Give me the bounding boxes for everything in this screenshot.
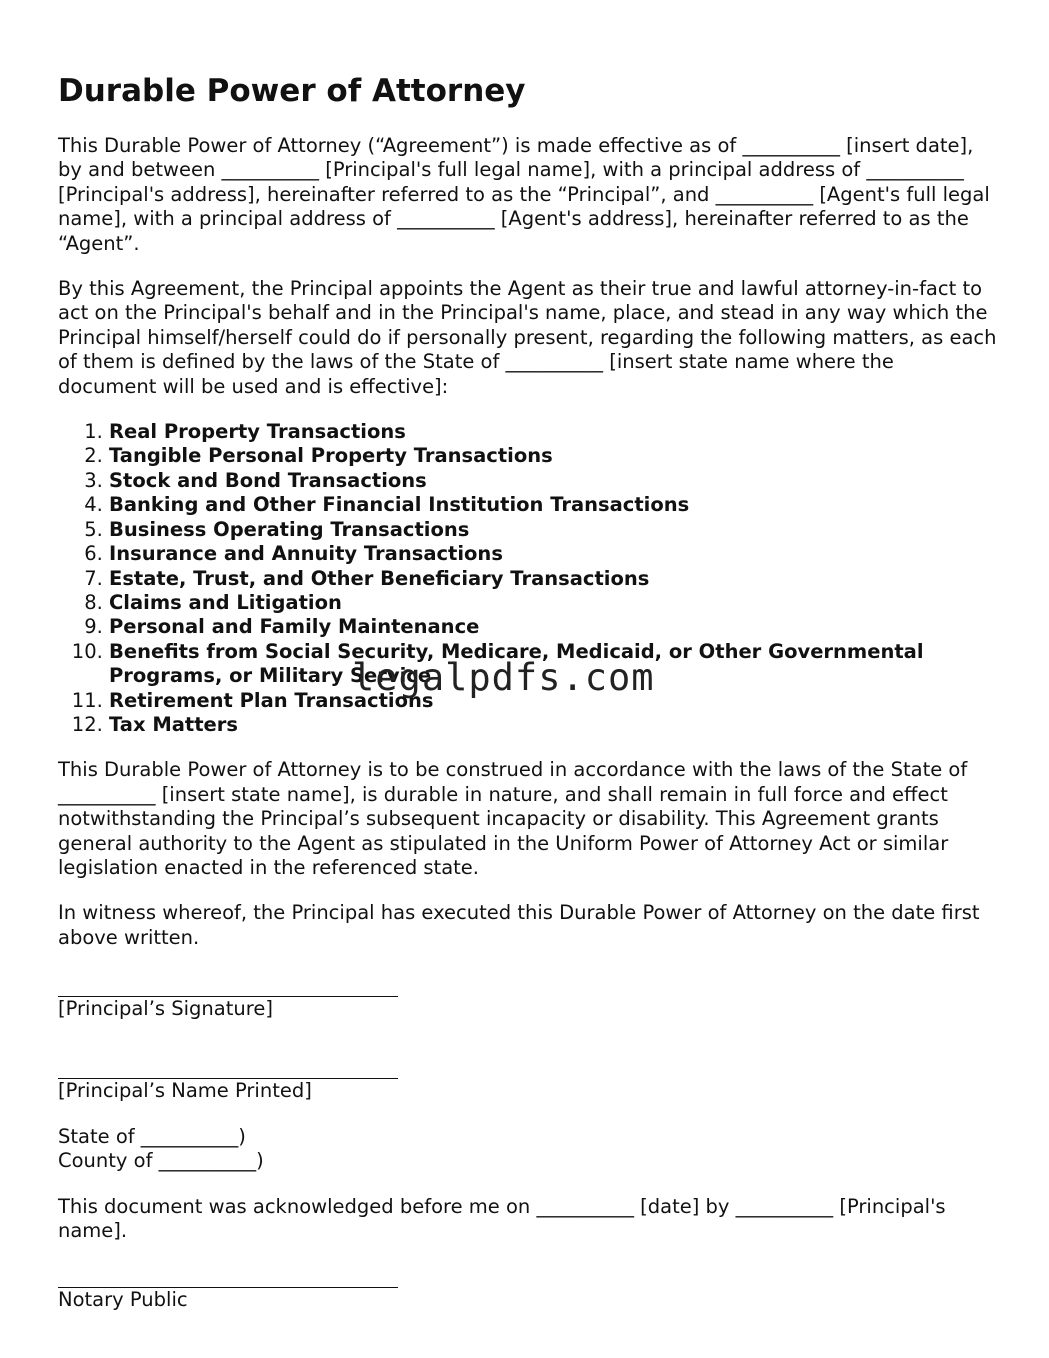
watermark: legalpdfs.com (352, 656, 655, 699)
notary-block (58, 1265, 998, 1312)
principal-signature-block (58, 974, 998, 1103)
list-item: 9. Personal and Family Maintenance (109, 615, 998, 639)
list-item: 4. Banking and Other Financial Institution Transactions (109, 493, 998, 517)
document-page (58, 72, 998, 1312)
venue-block (58, 1125, 998, 1174)
intro-paragraph: This Durable Power of Attorney (“Agreement”) is made effective as of __________ [insert date], by and between __________ [Principal's full legal name], with a principal address of __________ [Principal's address], hereinafter referred to as the “Principal”, and __________ [Agent's full legal name], with a principal address of __________ [Agent's address], hereinafter referred to as the “Agent”. (58, 134, 990, 255)
appointment-paragraph: By this Agreement, the Principal appoints the Agent as their true and lawful attorney-in-fact to act on the Principal's behalf and in the Principal's name, place, and stead in any way which the Principal himself/herself could do if personally present, regarding the following matters, as each of them is defined by the laws of the State of __________ [insert state name where the document will be used and is effective]: (58, 277, 997, 398)
state-line: State of __________) (58, 1125, 246, 1148)
printed-name-label: [Principal’s Name Printed] (58, 1078, 312, 1102)
list-item: 3. Stock and Bond Transactions (109, 469, 998, 493)
witness-paragraph: In witness whereof, the Principal has executed this Durable Power of Attorney on the date first above written. (58, 901, 980, 949)
list-item: 2. Tangible Personal Property Transactions (109, 444, 998, 468)
printed-name-line (58, 1056, 398, 1079)
powers-list (58, 420, 998, 737)
governing-law-paragraph: This Durable Power of Attorney is to be construed in accordance with the laws of the State of __________ [insert state name], is durable in nature, and shall remain in full force and effect notwithstanding the Principal’s subsequent incapacity or disability. This Agreement grants general authority to the Agent as stipulated in the Uniform Power of Attorney Act or similar legislation enacted in the referenced state. (58, 758, 968, 879)
list-item: 5. Business Operating Transactions (109, 518, 998, 542)
list-item: 12. Tax Matters (109, 713, 998, 737)
list-item: 6. Insurance and Annuity Transactions (109, 542, 998, 566)
acknowledgment-paragraph: This document was acknowledged before me on __________ [date] by __________ [Principal's name]. (58, 1194, 946, 1243)
list-item: 7. Estate, Trust, and Other Beneficiary Transactions (109, 567, 998, 591)
notary-label: Notary Public (58, 1287, 188, 1311)
document-title: Durable Power of Attorney (58, 73, 526, 109)
signature-label: [Principal’s Signature] (58, 997, 273, 1021)
list-item: 8. Claims and Litigation (109, 591, 998, 615)
notary-signature-line (58, 1265, 398, 1288)
signature-line (58, 974, 398, 997)
list-item: 11. Retirement Plan Transactions (109, 689, 998, 713)
county-line: County of __________) (58, 1149, 264, 1173)
list-item: 10. Benefits from Social Security, Medicare, Medicaid, or Other Governmental Programs, or Military Service (109, 640, 998, 689)
list-item: 1. Real Property Transactions (109, 420, 998, 444)
